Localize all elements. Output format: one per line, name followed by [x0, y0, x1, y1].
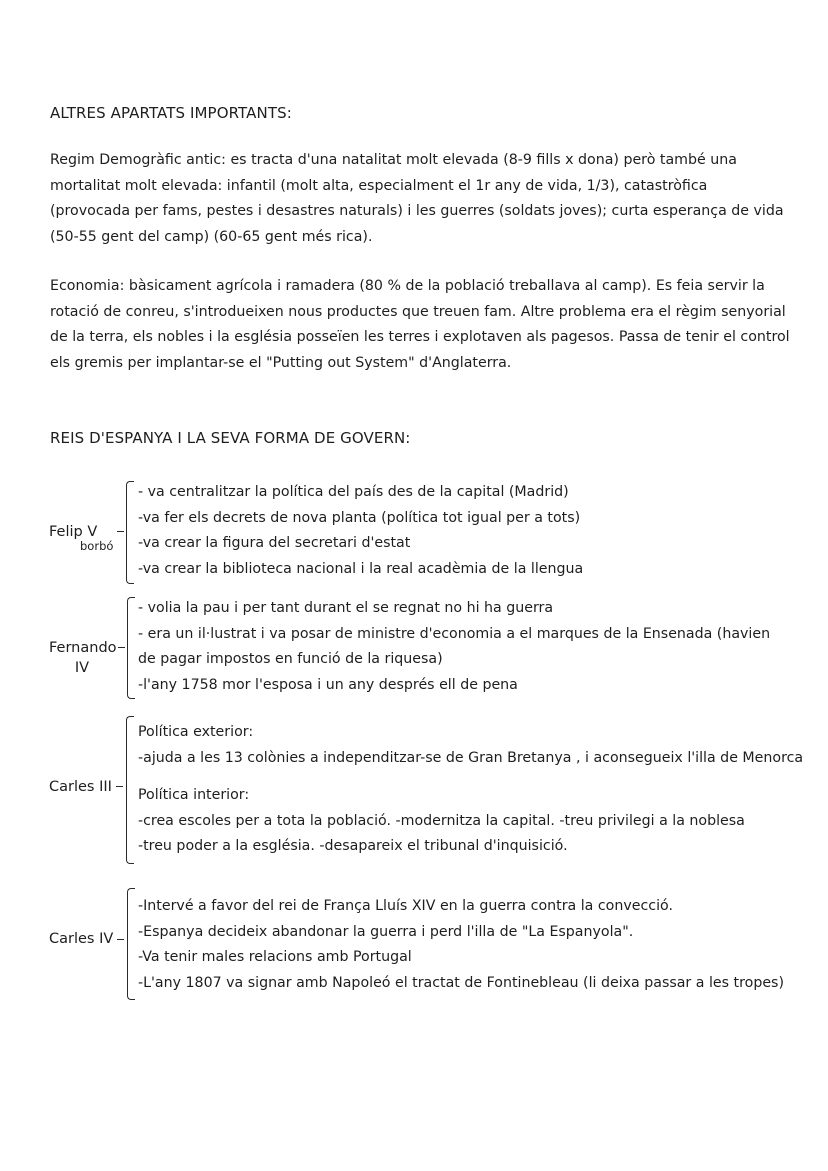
- list-item: -ajuda a les 13 colònies a independitzar-se de Gran Bretanya , i aconsegueix l'illa de Menorca: [138, 749, 804, 766]
- list-item: -Va tenir males relacions amb Portugal: [138, 949, 412, 966]
- list-item: -treu poder a la església. -desapareix el tribunal d'inquisició.: [138, 838, 568, 855]
- king-name-carles-iii: Carles III: [49, 779, 112, 795]
- bracket-carles-iv: [127, 888, 135, 1000]
- policy-label-exterior: Política exterior:: [138, 724, 254, 740]
- connector-dash: [118, 647, 125, 648]
- demography-paragraph: Regim Demogràfic antic: es tracta d'una natalitat molt elevada (8-9 fills x dona) però també una mortalitat molt elevada: infantil (molt alta, especialment el 1r any de vida, 1/3), catastròfica (provocada per fams, pestes i desastres naturals) i les guerres (soldats joves); curta esperança de vida (50-55 gent del camp) (60-65 gent més rica).: [50, 152, 784, 245]
- section-title-kings: REIS D'ESPANYA I LA SEVA FORMA DE GOVERN:: [50, 429, 411, 447]
- connector-dash: [117, 939, 124, 940]
- list-carles-iii: [138, 720, 804, 860]
- list-item: -Espanya decideix abandonar la guerra i perd l'illa de "La Espanyola".: [138, 923, 634, 940]
- king-subtitle-borbo: borbó: [80, 539, 114, 553]
- spacer: [138, 771, 788, 783]
- list-carles-iv: [138, 894, 788, 996]
- king-name-line: IV: [74, 660, 90, 676]
- king-name-fernando-iv: [49, 638, 115, 678]
- connector-dash: [117, 531, 124, 532]
- list-item: -L'any 1807 va signar amb Napoleó el tractat de Fontinebleau (li deixa passar a les tropes): [138, 974, 784, 991]
- list-item: - va centralitzar la política del país des de la capital (Madrid): [138, 484, 569, 500]
- list-fernando-iv: [138, 596, 788, 698]
- list-item: -va crear la biblioteca nacional i la real acadèmia de la llengua: [138, 560, 584, 577]
- list-felip-v: [138, 480, 788, 582]
- connector-dash: [116, 786, 123, 787]
- list-item: -va fer els decrets de nova planta (política tot igual per a tots): [138, 509, 581, 526]
- list-item: -Intervé a favor del rei de França Lluís XIV en la guerra contra la convecció.: [138, 898, 673, 914]
- king-name-felip-v: Felip V: [49, 524, 98, 540]
- economy-paragraph: Economia: bàsicament agrícola i ramadera (80 % de la població treballava al camp). Es feia servir la rotació de conreu, s'introdueixen nous productes que treuen fam. Altre problema era el règim senyorial de la terra, els nobles i la església posseïen les terres i explotaven als pagesos. Passa de tenir el control els gremis per implantar-se el "Putting out System" d'Anglaterra.: [50, 278, 790, 371]
- bracket-felip-v: [126, 481, 134, 584]
- list-item: -crea escoles per a tota la població. -modernitza la capital. -treu privilegi a la noblesa: [138, 812, 745, 829]
- list-item: - volia la pau i per tant durant el se regnat no hi ha guerra: [138, 600, 554, 616]
- list-item: -va crear la figura del secretari d'estat: [138, 535, 411, 552]
- policy-label-interior: Política interior:: [138, 787, 250, 804]
- section-title-other: ALTRES APARTATS IMPORTANTS:: [50, 104, 292, 122]
- bracket-fernando-iv: [127, 597, 135, 699]
- list-item: -l'any 1758 mor l'esposa i un any després ell de pena: [138, 676, 518, 693]
- list-item: - era un il·lustrat i va posar de ministre d'economia a el marques de la Ensenada (havien de pagar impostos en funció de la riquesa): [138, 625, 771, 668]
- bracket-carles-iii: [126, 716, 134, 864]
- king-name-line: Fernando: [49, 640, 117, 656]
- king-name-carles-iv: Carles IV: [49, 931, 114, 947]
